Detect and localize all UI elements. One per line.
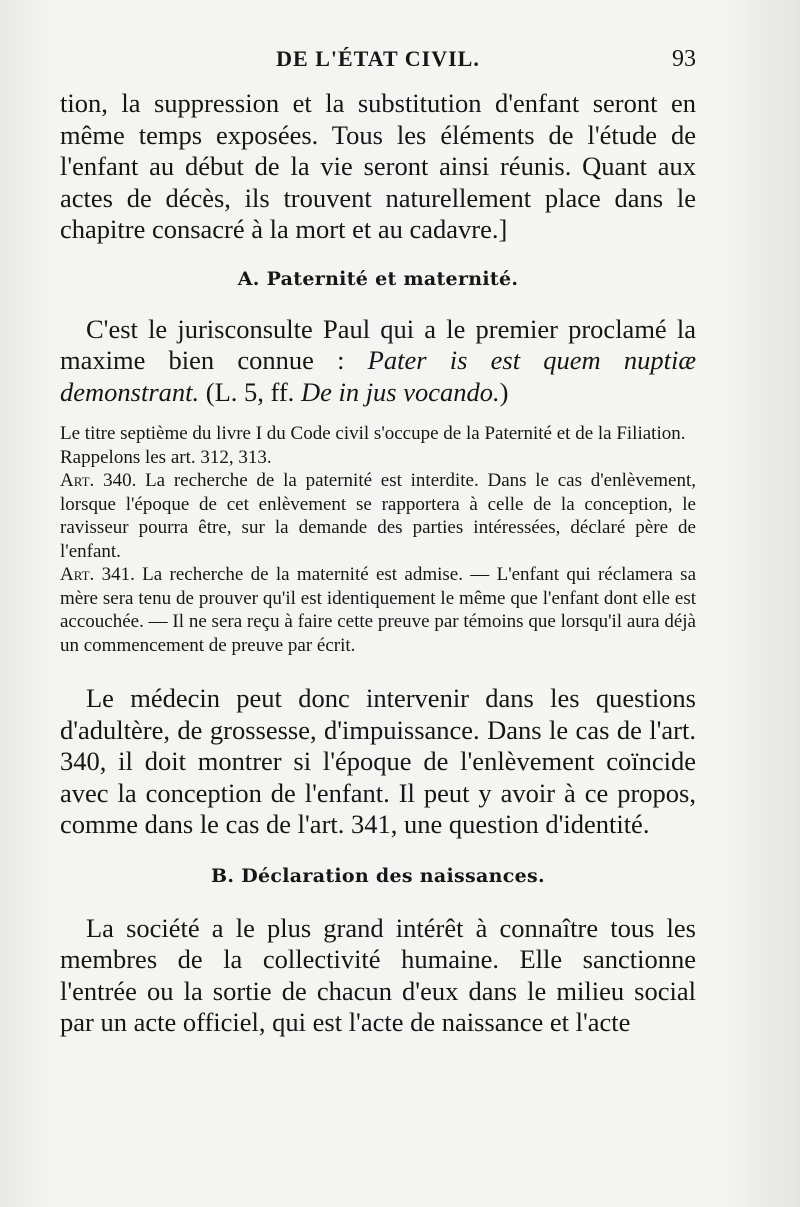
article-text-341: 341. La recherche de la maternité est admise. — L'enfant qui réclamera sa mère sera tenu de prouver qu'il est identiquement le même que l'enfant dont elle est accouchée. — Il ne sera reçu à faire cette preuve par témoins que lorsqu'il aura déjà un commencement de preuve par écrit. [60, 564, 696, 656]
maxim-latin: Pater is est quem nuptiæ demonstrant. [60, 345, 696, 407]
page-number: 93 [672, 46, 696, 72]
paul-lead-text: C'est le jurisconsulte Paul qui a le premier proclamé la maxime bien connue : [60, 313, 696, 375]
running-head: DE L'ÉTAT CIVIL. [276, 46, 480, 71]
note-article-340 [60, 469, 696, 563]
paragraph-medecin: Le médecin peut donc intervenir dans les questions d'adultère, de grossesse, d'impuissance. Dans le cas de l'art. 340, il doit montrer si l'époque de l'enlèvement coïncide avec la conception de l'enfant. Il peut y avoir à ce propos, comme dans le cas de l'art. 341, une question d'identité. [60, 683, 696, 839]
paragraph-paul-maxim [60, 314, 696, 409]
section-heading-paternite: A. Paternité et maternité. [237, 267, 519, 290]
paragraph-societe: La société a le plus grand intérêt à connaître tous les membres de la collectivité humaine. Elle sanctionne l'entrée ou la sortie de chacun d'eux dans le milieu social par un acte officiel, qui est l'acte de naissance et l'acte [60, 912, 696, 1037]
note-titre-septieme: Le titre septième du livre I du Code civil s'occupe de la Paternité et de la Filiation. [60, 423, 686, 444]
reference-title: De in jus vocando. [300, 376, 500, 407]
article-label-341: Art. [60, 564, 95, 585]
reference-close: ) [499, 376, 509, 407]
page-body [60, 88, 696, 1039]
section-heading-naissances: B. Déclaration des naissances. [211, 864, 545, 887]
note-article-341 [60, 563, 696, 657]
code-civil-notes [60, 422, 696, 657]
article-text-340: 340. La recherche de la paternité est interdite. Dans le cas d'enlèvement, lorsque l'époque de cet enlèvement se rapportera à celle de la conception, le ravisseur pourra être, sur la demande des parties intéressées, déclaré père de l'enfant. [60, 470, 696, 562]
article-label-340: Art. [60, 470, 95, 491]
note-rappelons: Rappelons les art. 312, 313. [60, 446, 272, 468]
page-header [60, 46, 696, 82]
reference-open: (L. 5, ff. [199, 376, 301, 407]
paragraph-continuation: tion, la suppression et la substitution d'enfant seront en même temps exposées. Tous les éléments de l'étude de l'enfant au début de la vie seront ainsi réunis. Quant aux actes de décès, ils trouvent naturellement place dans le chapitre consacré à la mort et au cadavre.] [60, 88, 696, 244]
